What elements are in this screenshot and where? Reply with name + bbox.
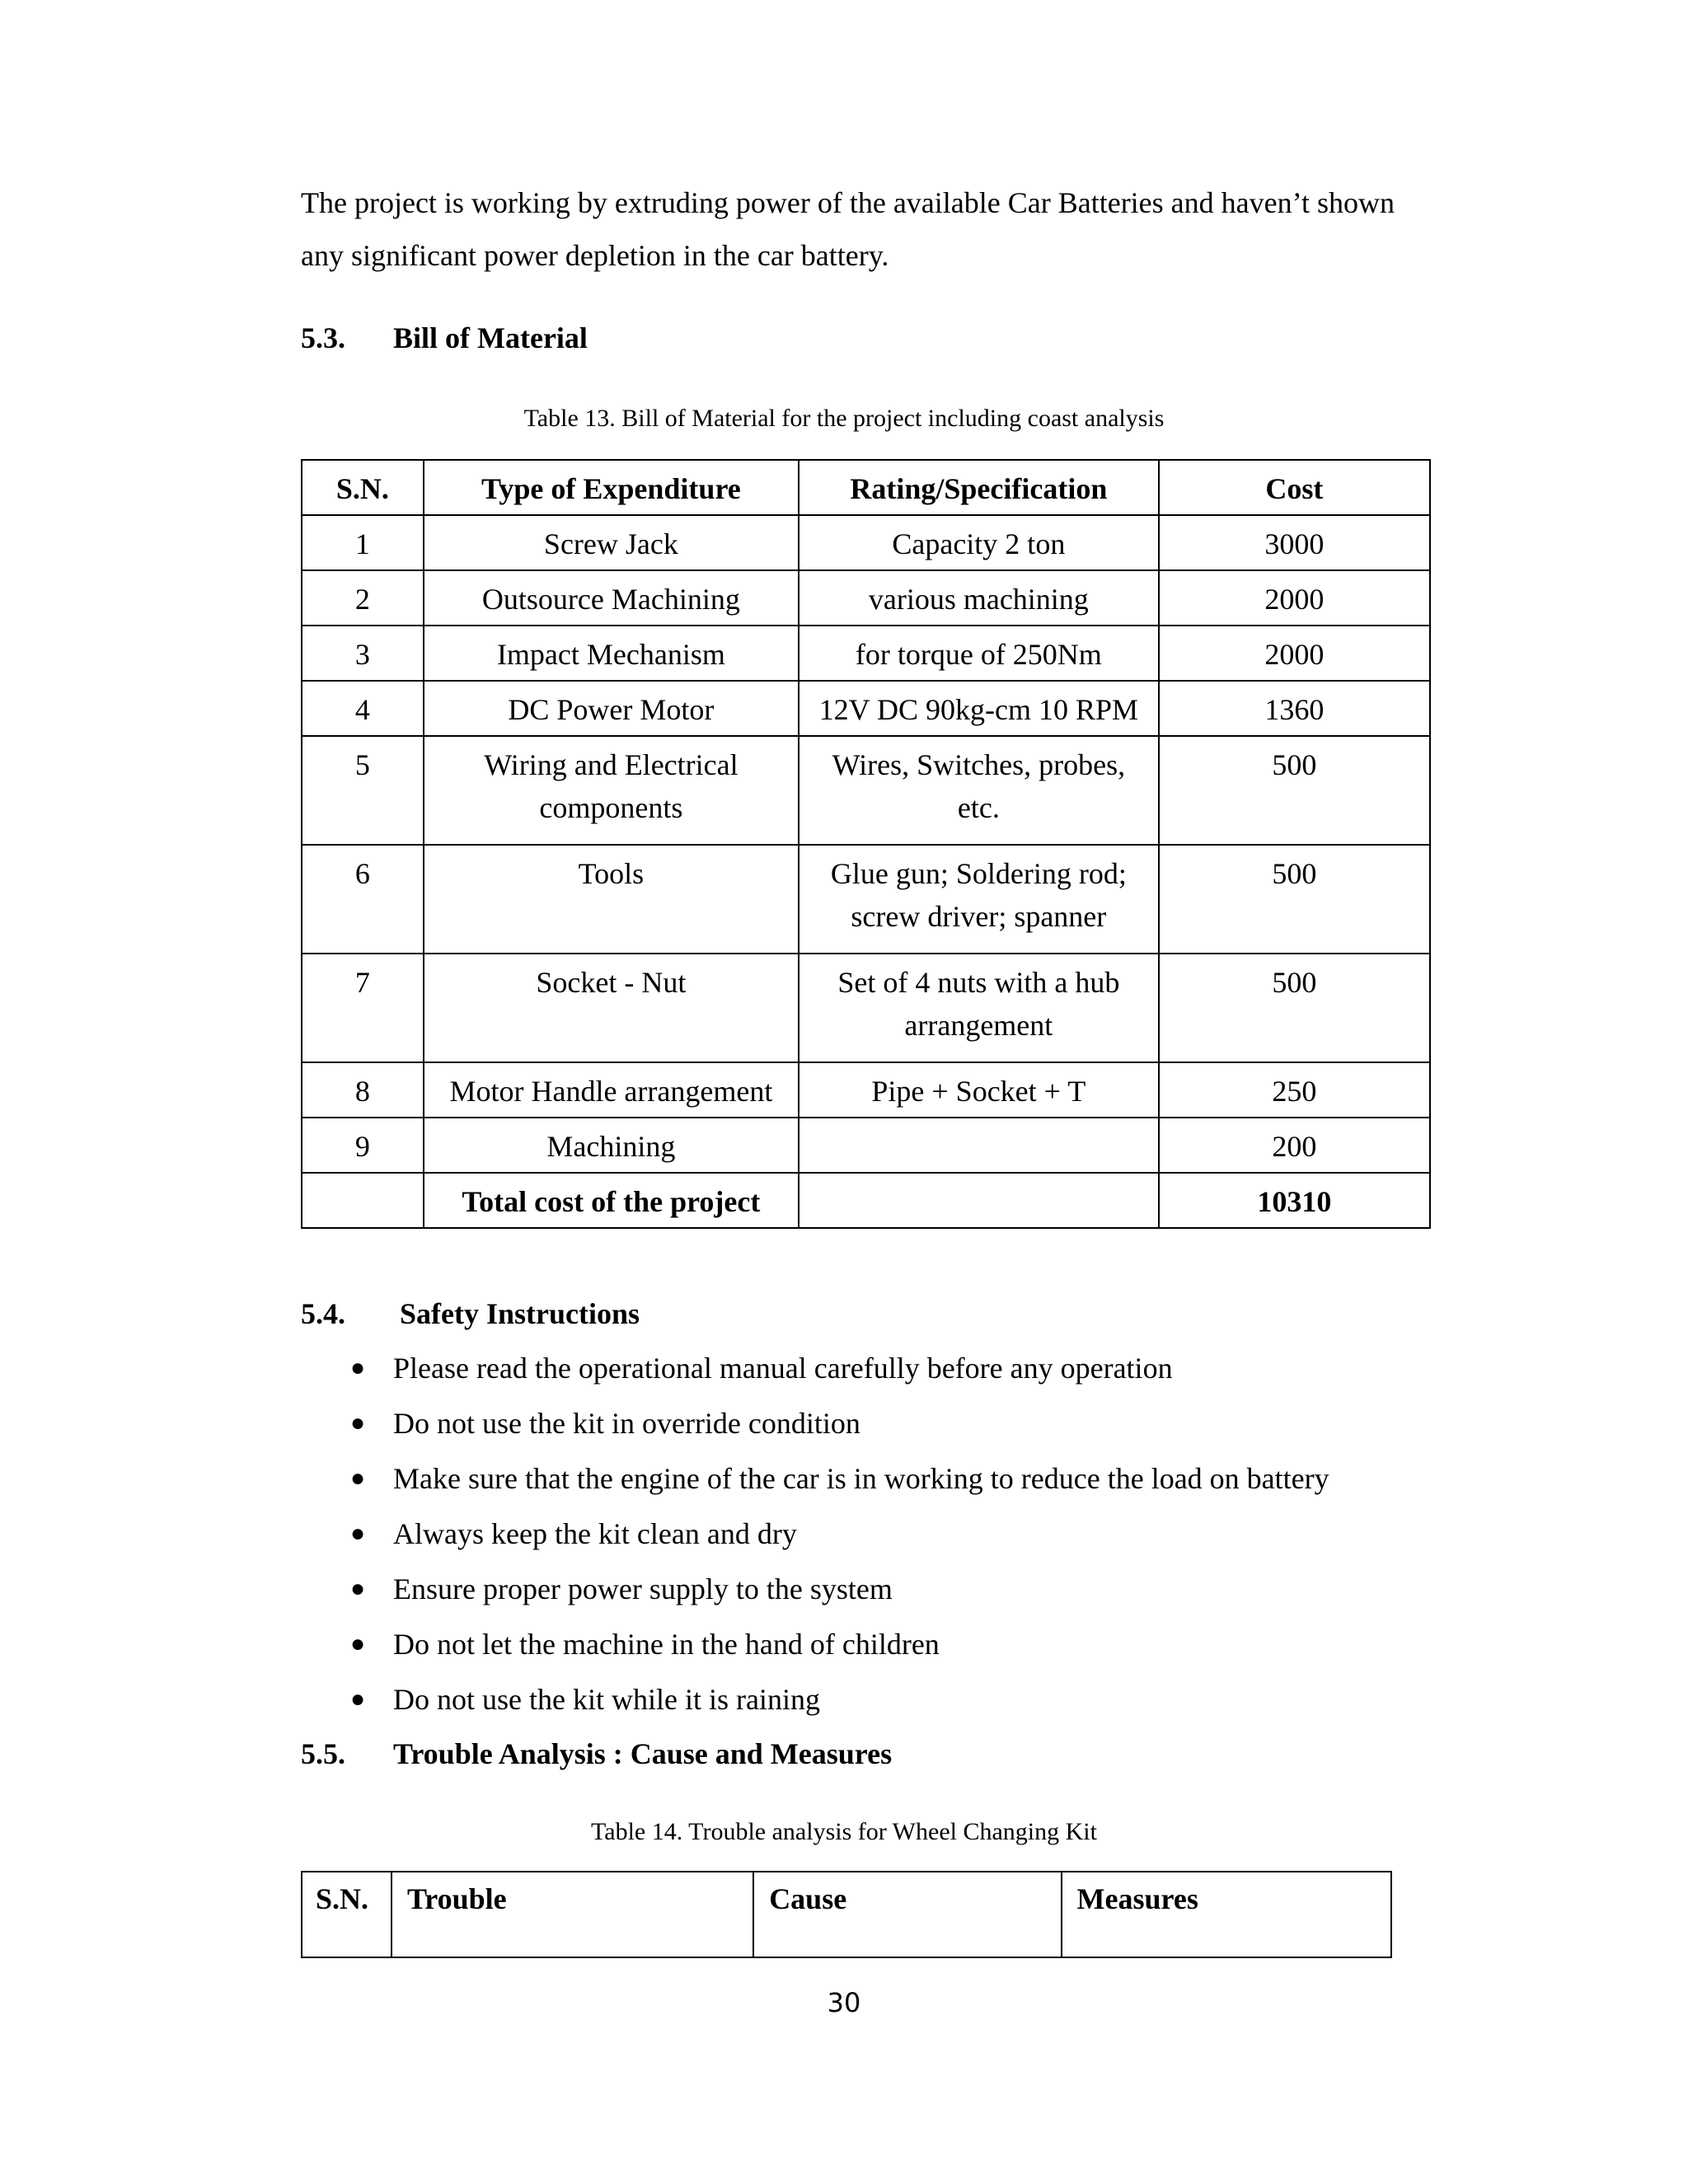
intro-line-1: The project is working by extruding power of the available Car Batteries and haven’t shown xyxy=(301,186,1395,219)
cell-type: DC Power Motor xyxy=(424,681,799,736)
cell-spec-empty xyxy=(799,1173,1159,1228)
cell-sn: 3 xyxy=(302,626,424,681)
intro-paragraph xyxy=(301,176,1438,282)
cell-spec xyxy=(799,954,1159,1062)
cell-sn: 7 xyxy=(302,954,424,1062)
header-cost: Cost xyxy=(1159,460,1430,515)
trouble-analysis-table xyxy=(301,1871,1392,1958)
cell-cost: 500 xyxy=(1159,845,1430,954)
section-title: Safety Instructions xyxy=(400,1297,640,1330)
cell-type xyxy=(424,736,799,845)
list-item-text: Do not use the kit in override condition xyxy=(393,1407,860,1440)
cell-cost: 250 xyxy=(1159,1062,1430,1118)
header-sn: S.N. xyxy=(302,460,424,515)
cell-cost: 200 xyxy=(1159,1118,1430,1173)
cell-cost: 1360 xyxy=(1159,681,1430,736)
total-value: 10310 xyxy=(1159,1173,1430,1228)
cell-spec-line-2: arrangement xyxy=(904,1009,1053,1042)
page-number: 30 xyxy=(827,1987,861,2018)
bullet-icon: ● xyxy=(350,1354,366,1381)
table-header-row xyxy=(302,460,1430,515)
section-number: 5.4. xyxy=(301,1297,345,1330)
table-row xyxy=(302,736,1430,845)
header-cause: Cause xyxy=(753,1872,1061,1957)
cell-sn: 9 xyxy=(302,1118,424,1173)
bullet-icon: ● xyxy=(350,1465,366,1492)
header-type: Type of Expenditure xyxy=(424,460,799,515)
cell-spec xyxy=(799,736,1159,845)
cell-cost: 3000 xyxy=(1159,515,1430,570)
header-trouble: Trouble xyxy=(392,1872,753,1957)
table-row xyxy=(302,570,1430,626)
cell-spec: various machining xyxy=(799,570,1159,626)
list-item-text: Make sure that the engine of the car is in working to reduce the load on battery xyxy=(393,1462,1329,1495)
cell-type-line-2: components xyxy=(539,791,683,824)
header-sn: S.N. xyxy=(302,1872,392,1957)
table-row xyxy=(302,845,1430,954)
list-item xyxy=(301,1675,1329,1730)
cell-spec-line-1: Glue gun; Soldering rod; xyxy=(830,857,1127,890)
cell-spec: for torque of 250Nm xyxy=(799,626,1159,681)
cell-sn: 6 xyxy=(302,845,424,954)
bullet-icon: ● xyxy=(350,1409,366,1436)
cell-spec-line-1: Wires, Switches, probes, xyxy=(832,748,1126,781)
section-title: Trouble Analysis : Cause and Measures xyxy=(393,1737,893,1770)
header-measures: Measures xyxy=(1062,1872,1391,1957)
cell-type: Screw Jack xyxy=(424,515,799,570)
cell-spec: Pipe + Socket + T xyxy=(799,1062,1159,1118)
section-number: 5.3. xyxy=(301,321,345,354)
cell-sn: 2 xyxy=(302,570,424,626)
bullet-icon: ● xyxy=(350,1685,366,1713)
cell-cost: 2000 xyxy=(1159,626,1430,681)
cell-spec xyxy=(799,1118,1159,1173)
list-item-text: Do not let the machine in the hand of children xyxy=(393,1628,940,1661)
bullet-icon: ● xyxy=(350,1630,366,1657)
header-spec: Rating/Specification xyxy=(799,460,1159,515)
table-row xyxy=(302,515,1430,570)
table-14-caption: Table 14. Trouble analysis for Wheel Changing Kit xyxy=(591,1818,1097,1845)
section-5-5-heading xyxy=(301,1736,892,1772)
table-row xyxy=(302,626,1430,681)
cell-sn: 1 xyxy=(302,515,424,570)
total-row xyxy=(302,1173,1430,1228)
cell-sn: 8 xyxy=(302,1062,424,1118)
section-5-3-heading xyxy=(301,320,588,356)
safety-instructions-list xyxy=(301,1343,1329,1730)
cell-sn-empty xyxy=(302,1173,424,1228)
cell-type: Outsource Machining xyxy=(424,570,799,626)
cell-type: Impact Mechanism xyxy=(424,626,799,681)
table-header-row xyxy=(302,1872,1391,1957)
bullet-icon: ● xyxy=(350,1520,366,1547)
list-item xyxy=(301,1399,1329,1454)
cell-cost: 500 xyxy=(1159,736,1430,845)
cell-spec: Capacity 2 ton xyxy=(799,515,1159,570)
section-title: Bill of Material xyxy=(393,321,588,354)
total-label: Total cost of the project xyxy=(424,1173,799,1228)
list-item-text: Please read the operational manual carefully before any operation xyxy=(393,1352,1173,1385)
cell-spec-line-2: etc. xyxy=(957,791,1000,824)
cell-type: Machining xyxy=(424,1118,799,1173)
list-item-text: Always keep the kit clean and dry xyxy=(393,1517,797,1550)
cell-spec-line-1: Set of 4 nuts with a hub xyxy=(837,966,1120,999)
cell-sn: 5 xyxy=(302,736,424,845)
cell-type: Socket - Nut xyxy=(424,954,799,1062)
section-5-4-heading xyxy=(301,1296,640,1332)
cell-cost: 2000 xyxy=(1159,570,1430,626)
cell-cost: 500 xyxy=(1159,954,1430,1062)
cell-spec xyxy=(799,845,1159,954)
table-row xyxy=(302,954,1430,1062)
cell-spec: 12V DC 90kg-cm 10 RPM xyxy=(799,681,1159,736)
table-row xyxy=(302,681,1430,736)
list-item xyxy=(301,1343,1329,1399)
cell-sn: 4 xyxy=(302,681,424,736)
bill-of-material-table xyxy=(301,459,1431,1229)
list-item xyxy=(301,1564,1329,1619)
table-13-caption: Table 13. Bill of Material for the project including coast analysis xyxy=(523,405,1165,432)
list-item xyxy=(301,1509,1329,1564)
section-number: 5.5. xyxy=(301,1737,345,1770)
list-item xyxy=(301,1619,1329,1675)
list-item-text: Do not use the kit while it is raining xyxy=(393,1683,820,1716)
table-row xyxy=(302,1118,1430,1173)
cell-type: Tools xyxy=(424,845,799,954)
intro-line-2: any significant power depletion in the car battery. xyxy=(301,239,889,272)
bullet-icon: ● xyxy=(350,1575,366,1602)
cell-type: Motor Handle arrangement xyxy=(424,1062,799,1118)
table-row xyxy=(302,1062,1430,1118)
cell-type-line-1: Wiring and Electrical xyxy=(484,748,738,781)
list-item-text: Ensure proper power supply to the system xyxy=(393,1572,893,1605)
cell-spec-line-2: screw driver; spanner xyxy=(851,900,1107,933)
list-item xyxy=(301,1454,1329,1509)
